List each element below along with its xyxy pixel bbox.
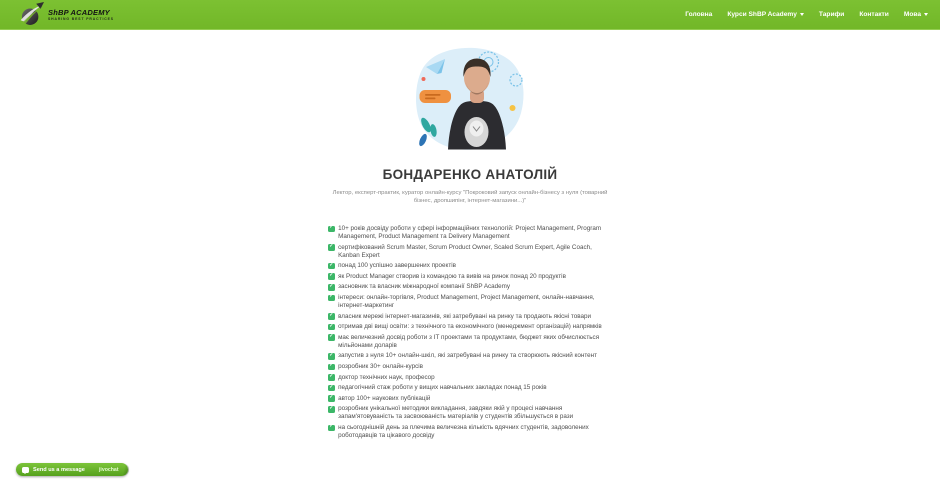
fact-text: інтереси: онлайн-торгівля, Product Management, Project Management, онлайн-навчання, інтернет-маркетинг — [338, 293, 595, 309]
check-icon — [328, 395, 335, 402]
header — [0, 0, 940, 30]
profile-name: БОНДАРЕНКО АНАТОЛІЙ — [382, 167, 558, 182]
chat-brand: jivochat — [98, 466, 119, 473]
fact-text: засновник та власник міжнародної компанії ShBP Academy — [338, 283, 511, 291]
check-icon — [328, 244, 335, 251]
chevron-down-icon — [800, 13, 804, 16]
fact-text: отримав дві вищі освіти: з технічного та економічного (менеджмент організацій) напрямків — [338, 323, 602, 331]
check-icon — [328, 374, 335, 381]
fact-text: власник мережі інтернет-магазинів, які затребувані на ринку та продають якісні товари — [338, 312, 592, 320]
check-icon — [328, 295, 335, 302]
fact-text: педагогічний стаж роботи у вищих навчальних закладах понад 15 років — [338, 384, 547, 392]
logo[interactable] — [18, 2, 114, 28]
chevron-down-icon — [924, 13, 928, 16]
logo-globe-icon — [18, 2, 44, 28]
fact-item — [328, 294, 612, 310]
nav-item-courses-label: Курси ShBP Academy — [727, 11, 797, 18]
profile-subtitle: Лектор, експерт-практик, куратор онлайн-курсу "Покроковий запуск онлайн-бізнесу з нуля (товарний бізнес, дропшипінг, інтернет-магазини...)" — [332, 190, 608, 204]
fact-item — [328, 374, 612, 382]
fact-item — [328, 283, 612, 291]
check-icon — [328, 364, 335, 371]
fact-item — [328, 352, 612, 360]
check-icon — [328, 226, 335, 233]
check-icon — [328, 313, 335, 320]
logo-text — [48, 8, 114, 22]
fact-text: понад 100 успішно завершених проектів — [338, 262, 456, 270]
check-icon — [328, 425, 335, 432]
fact-item — [328, 273, 612, 281]
fact-text: сертифікований Scrum Master, Scrum Product Owner, Scaled Scrum Expert, Agile Coach, Kanban Expert — [338, 243, 592, 259]
fact-text: автор 100+ наукових публікацій — [338, 394, 431, 402]
fact-text: розробник унікальної методики викладання, завдяки якій у процесі навчання запам'ятовуваність та засвоюваність матеріалів у студентів збільшується в рази — [338, 405, 574, 421]
nav-item-pricing[interactable]: Тарифи — [818, 11, 845, 18]
fact-item — [328, 363, 612, 371]
fact-item — [328, 405, 612, 421]
logo-tagline: SHARING BEST PRACTICES — [48, 17, 114, 22]
logo-title: ShBP ACADEMY — [48, 7, 110, 17]
fact-item — [328, 384, 612, 392]
fact-item — [328, 424, 612, 440]
fact-text: доктор технічних наук, професор — [338, 373, 435, 381]
nav-item-home[interactable]: Головна — [685, 11, 713, 18]
fact-item — [328, 395, 612, 403]
main-content — [0, 30, 940, 443]
check-icon — [328, 385, 335, 392]
nav-item-language[interactable] — [904, 11, 928, 18]
check-icon — [328, 353, 335, 360]
check-icon — [328, 334, 335, 341]
nav-item-contacts[interactable]: Контакти — [859, 11, 889, 18]
facts-list — [328, 225, 612, 443]
chat-message: Send us a message — [33, 466, 85, 473]
fact-item — [328, 313, 612, 321]
fact-item — [328, 244, 612, 260]
check-icon — [328, 406, 335, 413]
fact-text: запустив з нуля 10+ онлайн-шкіл, які затребувані на ринку та створюють якісний контент — [338, 352, 598, 360]
fact-item — [328, 323, 612, 331]
check-icon — [328, 273, 335, 280]
fact-item — [328, 262, 612, 270]
fact-text: на сьогоднішній день за плечима величезна кількість вдячних студентів, задоволених роботодавців та цікавого досвіду — [338, 423, 589, 439]
fact-text: 10+ років досвіду роботи у сфері інформаційних технологій: Project Management, Program Management, Product Management та Delivery Management — [338, 225, 602, 240]
check-icon — [328, 324, 335, 331]
main-nav — [685, 11, 928, 18]
fact-text: як Product Manager створив із командою та вивів на ринок понад 20 продуктів — [338, 272, 566, 280]
nav-item-language-label: Мова — [903, 11, 921, 18]
lecturer-photo — [413, 47, 528, 152]
fact-text: має величезний досвід роботи з ІТ проектами та продуктами, бюджет яких обчислюється мільйонами доларів — [338, 333, 600, 349]
check-icon — [328, 284, 335, 291]
fact-item — [328, 225, 612, 241]
chat-widget[interactable] — [16, 463, 128, 476]
nav-item-courses[interactable] — [727, 11, 804, 18]
fact-item — [328, 334, 612, 350]
chat-bubble-icon — [22, 467, 29, 473]
fact-text: розробник 30+ онлайн-курсів — [338, 362, 424, 370]
check-icon — [328, 263, 335, 270]
